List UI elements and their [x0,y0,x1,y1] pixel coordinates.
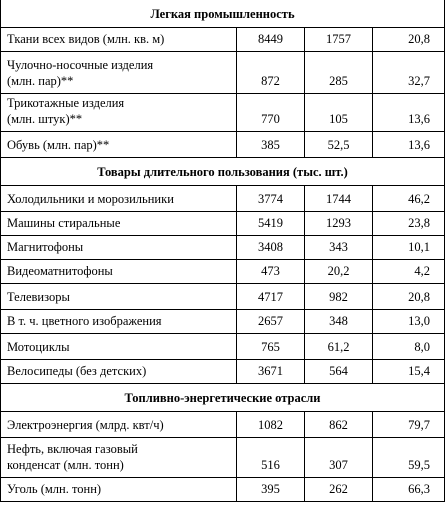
indicator-name-line: Чулочно-носочные изделия [7,58,154,72]
value-cell-v3: 4,2 [373,260,445,284]
indicator-name [1,212,237,236]
value-cell-v2: 564 [305,360,373,384]
table-row [1,310,445,334]
indicator-name-line: В т. ч. цветного изображения [7,314,162,328]
value-cell-v1: 395 [237,478,305,502]
table-row [1,478,445,502]
indicator-name-line: Уголь (млн. тонн) [7,482,102,496]
indicator-name-line: Обувь (млн. пар)** [7,138,110,152]
value-cell-v1: 4717 [237,284,305,310]
indicator-name [1,132,237,158]
value-cell-v3: 66,3 [373,478,445,502]
value-cell-v3: 79,7 [373,412,445,438]
indicator-name-line: Нефть, включая газовый [7,442,138,456]
indicator-name-line: Холодильники и морозильники [7,192,174,206]
indicator-name [1,310,237,334]
value-cell-v1: 3774 [237,186,305,212]
indicator-name [1,28,237,52]
indicator-name-line: Велосипеды (без детских) [7,364,147,378]
section-header-row [1,0,445,28]
value-cell-v2: 862 [305,412,373,438]
table-row [1,186,445,212]
value-cell-v2: 262 [305,478,373,502]
indicator-name-line: Ткани всех видов (млн. кв. м) [7,32,165,46]
value-cell-v2: 20,2 [305,260,373,284]
indicator-name [1,94,237,132]
value-cell-v3: 13,0 [373,310,445,334]
value-cell-v3: 13,6 [373,132,445,158]
table-row [1,284,445,310]
indicator-name [1,360,237,384]
value-cell-v2: 343 [305,236,373,260]
value-cell-v2: 1757 [305,28,373,52]
value-cell-v2: 285 [305,52,373,94]
value-cell-v1: 8449 [237,28,305,52]
value-cell-v2: 61,2 [305,334,373,360]
indicator-name [1,284,237,310]
indicator-name-line: (млн. штук)** [7,112,83,126]
value-cell-v1: 1082 [237,412,305,438]
value-cell-v1: 5419 [237,212,305,236]
indicator-name [1,186,237,212]
table-row [1,360,445,384]
value-cell-v1: 872 [237,52,305,94]
value-cell-v3: 8,0 [373,334,445,360]
value-cell-v2: 105 [305,94,373,132]
indicator-name-line: Видеоматнитофоны [7,264,113,278]
indicator-name-line: (млн. пар)** [7,74,74,88]
indicator-name-line: Машины стиральные [7,216,121,230]
table-row [1,260,445,284]
section-title: Легкая промышленность [1,0,445,28]
value-cell-v2: 307 [305,438,373,478]
table-row [1,438,445,478]
indicator-name [1,236,237,260]
value-cell-v1: 516 [237,438,305,478]
indicator-name [1,478,237,502]
value-cell-v3: 23,8 [373,212,445,236]
table-row [1,334,445,360]
section-title: Топливно-энергетические отрасли [1,384,445,412]
table-row [1,94,445,132]
indicator-name [1,438,237,478]
indicator-name [1,260,237,284]
value-cell-v3: 15,4 [373,360,445,384]
table-row [1,236,445,260]
table-row [1,412,445,438]
indicator-name-line: Магнитофоны [7,240,84,254]
indicator-name-line: Телевизоры [7,290,70,304]
value-cell-v3: 32,7 [373,52,445,94]
table-row [1,132,445,158]
value-cell-v3: 20,8 [373,28,445,52]
value-cell-v3: 46,2 [373,186,445,212]
value-cell-v1: 385 [237,132,305,158]
value-cell-v1: 473 [237,260,305,284]
indicator-name-line: Электроэнергия (млрд. квт/ч) [7,418,164,432]
value-cell-v2: 1293 [305,212,373,236]
production-table-body [1,0,445,502]
section-header-row [1,384,445,412]
value-cell-v2: 52,5 [305,132,373,158]
indicator-name-line: Мотоциклы [7,340,70,354]
section-header-row [1,158,445,186]
indicator-name-line: конденсат (млн. тонн) [7,458,124,472]
value-cell-v2: 982 [305,284,373,310]
value-cell-v1: 2657 [237,310,305,334]
section-title: Товары длительного пользования (тыс. шт.) [1,158,445,186]
value-cell-v2: 1744 [305,186,373,212]
value-cell-v1: 770 [237,94,305,132]
value-cell-v1: 3408 [237,236,305,260]
table-row [1,212,445,236]
value-cell-v1: 765 [237,334,305,360]
indicator-name [1,52,237,94]
indicator-name [1,334,237,360]
value-cell-v1: 3671 [237,360,305,384]
value-cell-v2: 348 [305,310,373,334]
value-cell-v3: 59,5 [373,438,445,478]
table-row [1,52,445,94]
indicator-name-line: Трикотажные изделия [7,96,125,110]
value-cell-v3: 20,8 [373,284,445,310]
value-cell-v3: 13,6 [373,94,445,132]
table-row [1,28,445,52]
indicator-name [1,412,237,438]
value-cell-v3: 10,1 [373,236,445,260]
